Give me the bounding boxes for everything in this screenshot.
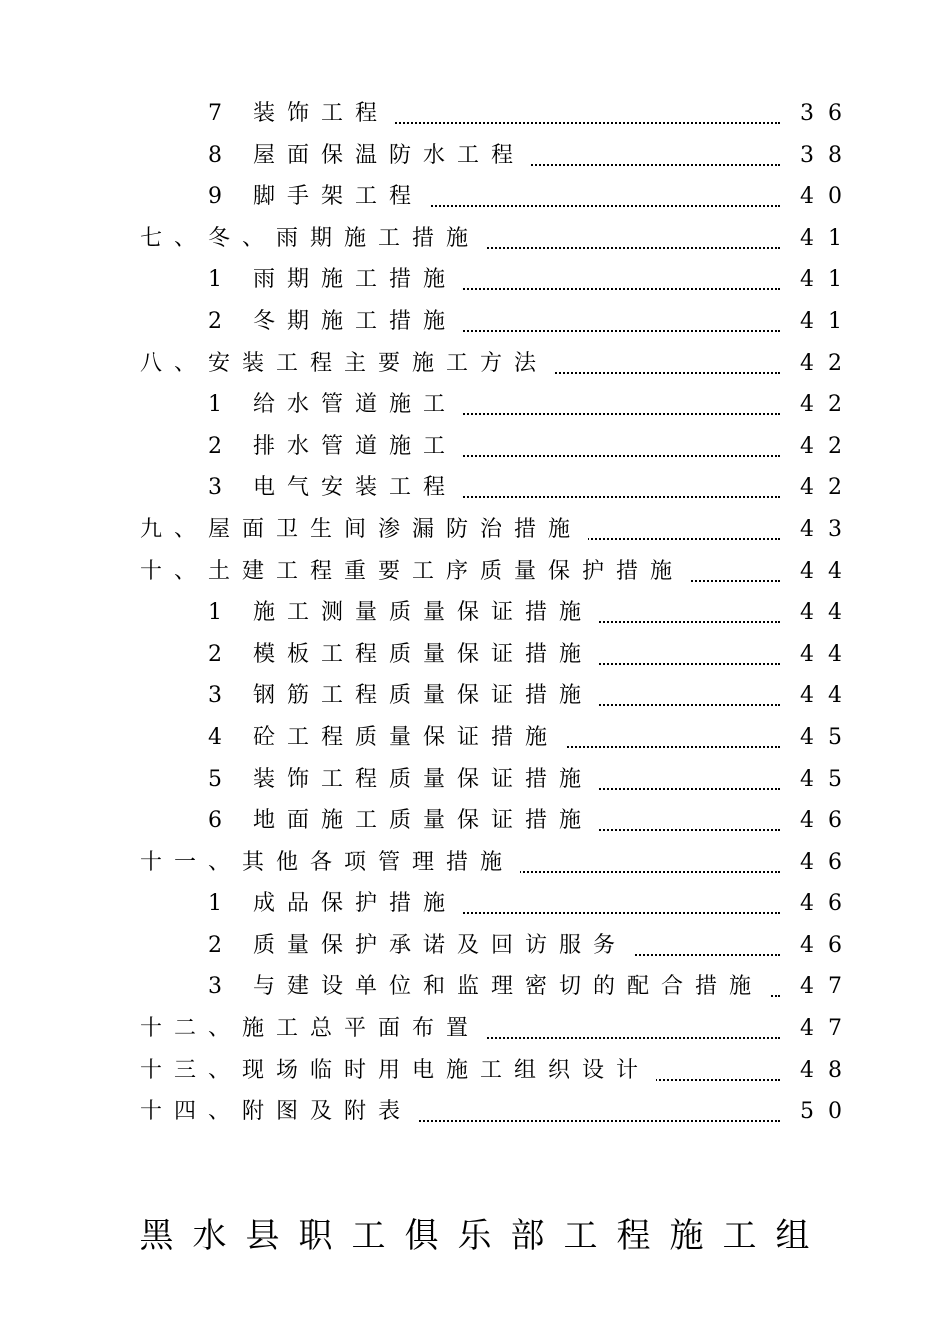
toc-entry[interactable] xyxy=(0,551,950,593)
toc-entry-title: 八、安装工程主要施工方法 xyxy=(140,343,554,385)
toc-page-number: 42 xyxy=(800,392,856,418)
toc-entry-title: 2 质量保护承诺及回访服务 xyxy=(208,925,633,967)
toc-entry-title: 6 地面施工质量保证措施 xyxy=(208,800,599,842)
toc-page-number: 42 xyxy=(800,433,856,459)
toc-entry[interactable] xyxy=(0,301,950,343)
toc-page-number: 41 xyxy=(800,225,856,251)
toc-page-number: 44 xyxy=(800,683,856,709)
toc-entry-title: 1 施工测量质量保证措施 xyxy=(208,592,599,634)
toc-page-number: 50 xyxy=(800,1099,856,1125)
toc-entry[interactable] xyxy=(0,135,950,177)
toc-page-number: 47 xyxy=(800,1016,856,1042)
toc-entry-title: 3 电气安装工程 xyxy=(208,467,463,509)
toc-entry[interactable] xyxy=(0,800,950,842)
toc-entry-title: 5 装饰工程质量保证措施 xyxy=(208,759,599,801)
toc-entry-title: 7 装饰工程 xyxy=(208,93,395,135)
toc-page-number: 46 xyxy=(800,808,856,834)
toc-entry[interactable] xyxy=(0,883,950,925)
toc-entry-title: 十四、附图及附表 xyxy=(140,1091,418,1133)
toc-entry-title: 3 与建设单位和监理密切的配合措施 xyxy=(208,966,769,1008)
toc-page-number: 45 xyxy=(800,724,856,750)
toc-entry[interactable] xyxy=(0,634,950,676)
toc-entry-title: 七、冬、雨期施工措施 xyxy=(140,218,486,260)
toc-entry[interactable] xyxy=(0,218,950,260)
toc-entry-title: 2 模板工程质量保证措施 xyxy=(208,634,599,676)
toc-entry-title: 2 冬期施工措施 xyxy=(208,301,463,343)
toc-entry[interactable] xyxy=(0,426,950,468)
toc-page-number: 41 xyxy=(800,267,856,293)
toc-entry[interactable] xyxy=(0,343,950,385)
toc-page-number: 36 xyxy=(800,101,856,126)
toc-entry[interactable] xyxy=(0,717,950,759)
toc-entry[interactable] xyxy=(0,675,950,717)
toc-page-number: 42 xyxy=(800,350,856,376)
toc-page-number: 44 xyxy=(800,641,856,667)
toc-entry-title: 1 成品保护措施 xyxy=(208,883,463,925)
toc-entry[interactable] xyxy=(0,925,950,967)
toc-entry-title: 1 雨期施工措施 xyxy=(208,259,463,301)
toc-entry[interactable] xyxy=(0,1008,950,1050)
toc-page-number: 46 xyxy=(800,849,856,875)
toc-entry[interactable] xyxy=(0,259,950,301)
toc-page-number: 46 xyxy=(800,891,856,917)
toc-entry[interactable] xyxy=(0,384,950,426)
toc-page-number: 46 xyxy=(800,932,856,958)
toc-entry[interactable] xyxy=(0,1091,950,1133)
toc-entry[interactable] xyxy=(0,467,950,509)
toc-entry-title: 十二、施工总平面布置 xyxy=(140,1008,486,1050)
toc-page-number: 43 xyxy=(800,516,856,542)
toc-entry-title: 1 给水管道施工 xyxy=(208,384,463,426)
table-of-contents xyxy=(0,93,950,1133)
toc-entry-title: 9 脚手架工程 xyxy=(208,176,429,218)
toc-entry-title: 十三、现场临时用电施工组织设计 xyxy=(140,1050,656,1092)
toc-entry-title: 九、屋面卫生间渗漏防治措施 xyxy=(140,509,588,551)
toc-page-number: 47 xyxy=(800,974,856,1000)
toc-entry-title: 2 排水管道施工 xyxy=(208,426,463,468)
toc-page-number: 44 xyxy=(800,600,856,626)
toc-entry[interactable] xyxy=(0,509,950,551)
toc-entry-title: 十、土建工程重要工序质量保护措施 xyxy=(140,551,690,593)
toc-page-number: 48 xyxy=(800,1057,856,1083)
toc-page-number: 38 xyxy=(800,142,856,168)
toc-entry-title: 十一、其他各项管理措施 xyxy=(140,842,520,884)
toc-entry[interactable] xyxy=(0,759,950,801)
toc-entry[interactable] xyxy=(0,592,950,634)
toc-entry-title: 3 钢筋工程质量保证措施 xyxy=(208,675,599,717)
toc-entry-title: 4 砼工程质量保证措施 xyxy=(208,717,565,759)
toc-entry-title: 8 屋面保温防水工程 xyxy=(208,135,531,177)
toc-entry[interactable] xyxy=(0,1050,950,1092)
toc-entry[interactable] xyxy=(0,176,950,218)
toc-page-number: 41 xyxy=(800,308,856,334)
document-title: 黑水县职工俱乐部工程施工组 xyxy=(139,1216,829,1256)
toc-page-number: 42 xyxy=(800,475,856,501)
toc-entry[interactable] xyxy=(0,966,950,1008)
toc-page-number: 44 xyxy=(800,558,856,584)
toc-entry[interactable] xyxy=(0,842,950,884)
toc-page-number: 40 xyxy=(800,184,856,210)
toc-page-number: 45 xyxy=(800,766,856,792)
toc-entry[interactable] xyxy=(0,93,950,135)
